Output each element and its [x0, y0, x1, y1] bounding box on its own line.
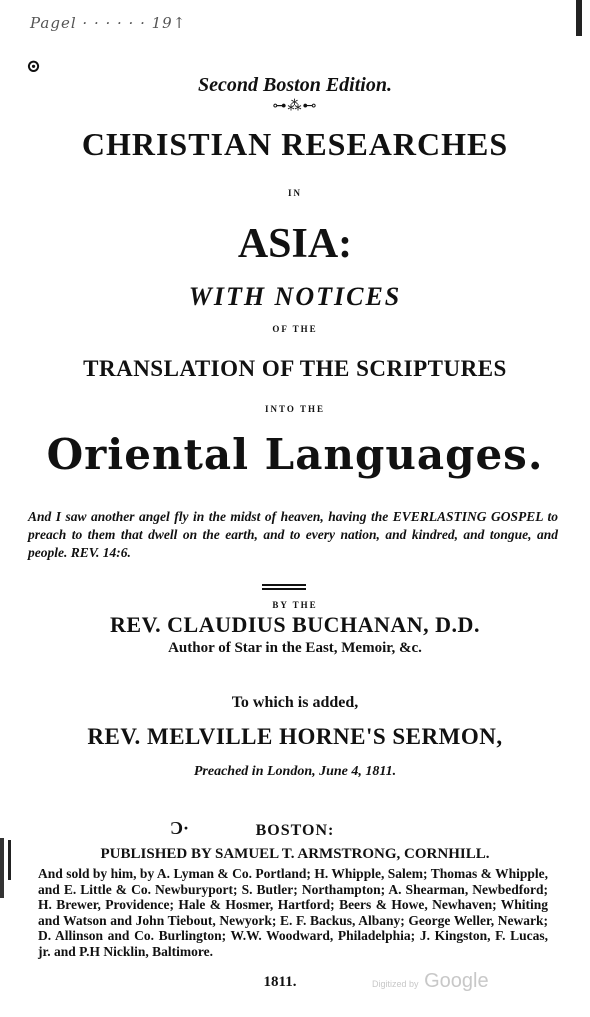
watermark-prefix: Digitized by [372, 979, 419, 989]
author-credits: Author of Star in the East, Memoir, &c. [168, 640, 422, 656]
imprint-city: BOSTON: [255, 822, 335, 839]
added-line: To which is added, [231, 694, 359, 711]
author-name: REV. CLAUDIUS BUCHANAN, D.D. [110, 612, 480, 637]
double-rule-bottom [262, 588, 306, 590]
translation-line: TRANSLATION OF THE SCRIPTURES [83, 356, 507, 381]
handwritten-note: Pagel · · · · · · 19↑ [30, 14, 187, 32]
double-rule-top [262, 584, 306, 586]
epigraph: And I saw another angel fly in the midst of heaven, having the EVERLASTING GOSPEL to preach to them that dwell on the earth, and to every nation, and kindred, and tongue, and people. REV. 14:6. [28, 509, 558, 560]
into-the: INTO THE [265, 404, 325, 414]
preached-line: Preached in London, June 4, 1811. [193, 764, 397, 779]
title-line-1: CHRISTIAN RESEARCHES [81, 126, 509, 162]
stray-mark: Ɔ· [170, 818, 190, 838]
of-the: OF THE [272, 324, 318, 334]
ornament: ⊶⁂⊷ [272, 99, 318, 114]
booksellers-list: And sold by him, by A. Lyman & Co. Portland; H. Whipple, Salem; Thomas & Whipple, and E. Little & Co. Newburyport; S. Butler; Northampton; A. Shearman, Newbedford; H. Brewer, Providence; Hale & Hosmer, Hartford; Beers & Howe, Newhaven; Whiting and Watson and John Tiebout, Newyork; E. F. Backus, Albany; George Weller, Newark; D. Allinson and Co. Burlington; W.W. Woodward, Philadelphia; J. Kingston, F. Lucas, jr. and P.H Nicklin, Baltimore. [38, 866, 548, 959]
by-the: BY THE [272, 600, 318, 610]
imprint-year: 1811. [263, 974, 297, 990]
title-asia: ASIA: [237, 221, 353, 267]
oriental-languages: Oriental Languages. [46, 430, 544, 479]
scan-edge-left [0, 838, 4, 898]
scan-edge-left-inner [8, 840, 11, 880]
edition-line: Second Boston Edition. [198, 74, 392, 96]
scan-edge-top [576, 0, 582, 36]
publisher-line: PUBLISHED BY SAMUEL T. ARMSTRONG, CORNHILL. [100, 846, 490, 862]
circle-mark: ⊙ [26, 56, 42, 76]
with-notices: WITH NOTICES [188, 282, 402, 311]
watermark-brand: Google [424, 970, 489, 992]
sermon-title: REV. MELVILLE HORNE'S SERMON, [87, 724, 503, 749]
in-word: IN [287, 188, 302, 198]
digitized-watermark [372, 970, 489, 993]
